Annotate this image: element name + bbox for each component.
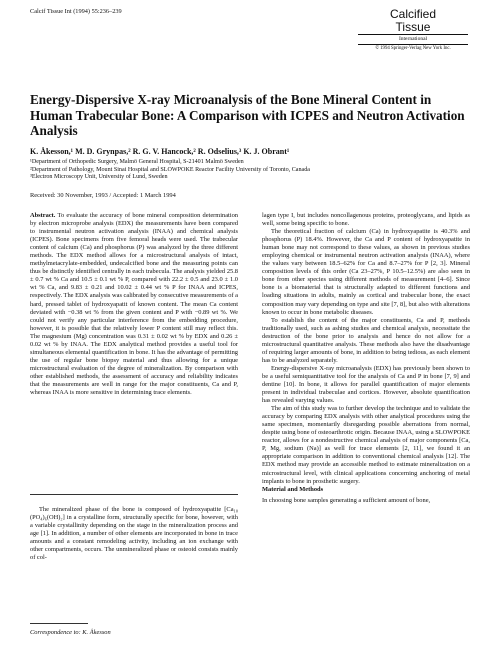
body-paragraph: Energy-dispersive X-ray microanalysis (EDX) has previously been shown to be a useful semiquantitative tool for the analysis of Ca and P in bone [7, 9] and dentine [10]. In bone, it allows for parallel quantification of major elements present in individual trabeculae and cortices. However, absolute quantification has revealed varying values. — [262, 364, 470, 405]
masthead-rule — [358, 44, 468, 45]
journal-citation: Calcif Tissue Int (1994) 55:236–239 — [30, 8, 122, 15]
affiliations — [30, 159, 470, 182]
journal-name-line2: Tissue — [395, 20, 431, 34]
body-paragraph: To establish the content of the major constituents, Ca and P, methods traditionally used, such as ashing studies and chemical analysis, necessitate the destruction of the bone prior to analysis and hence do not allow for a microstructural quantitative analysis. These methods also have the disadvantage of requiring larger amounts of bone, in addition to being tedious, as each element has to be analyzed separately. — [262, 316, 470, 364]
footnote-rule — [30, 623, 88, 624]
journal-name-line1: Calcified — [389, 7, 437, 21]
body-paragraph: The aim of this study was to further develop the technique and to validate the accuracy by comparing EDX analysis with other analytical procedures using the same specimen, momentarily disregarding possible aberrations from normal, despite using bone of osteoarthrotic origin. Because INAA, using a SLOWPOKE reactor, allows for a nondestructive chemical analysis of major components [Ca, P, Mg, sodium (Na)] as well for trace elements [2, 11], we found it an appropriate comparison in addition to conventional chemical analysis [12]. The EDX method may provide an accessible method to estimate mineralization on a microstructural level, with clinical applications concerning anchoring of metal implants to bone in prosthetic surgery. — [262, 405, 471, 485]
intro-block — [30, 506, 238, 562]
abstract-divider — [30, 494, 238, 495]
body-paragraph: lagen type I, but includes noncollagenous proteins, proteoglycans, and lipids as well, some being specific to bone. — [262, 212, 470, 228]
article-title: Energy-Dispersive X-ray Microanalysis of the Bone Mineral Content in Human Trabecular Bone: A Comparison with ICPES and Neutron Activation Analysis — [30, 92, 465, 138]
abstract-label: Abstract. — [30, 212, 56, 219]
author-list: K. Åkesson,¹ M. D. Grynpas,² R. G. V. Hancock,² R. Odselius,³ K. J. Obrant¹ — [30, 147, 290, 156]
masthead-rule — [358, 34, 468, 35]
affiliation-line: ³Electron Microscopy Unit, University of Lund, Sweden — [30, 174, 168, 181]
intro-paragraph: The mineralized phase of the bone is composed of hydroxyapatite [Ca₁₀ (PO₄)₆(OH)₂] in a crystalline form, structurally specific for bone, however, with a variable crystallinity depending on the stage in the mineralization process and age [1]. In addition, a number of other elements are incorporated in bone in trace amounts and a constant remodeling activity, including an ion exchange with other compartments, occurs. The unmineralized phase or osteoid consists mainly of col- — [30, 506, 238, 562]
section-heading: Material and Methods — [262, 485, 324, 493]
abstract-text: To evaluate the accuracy of bone mineral composition determination by electron microprobe analysis (EDX) the measurements have been compared to instrumental neutron activation analysis (INAA) and chemical analysis (ICPES). Bone specimens from five femoral heads were used. The trabecular content of calcium (Ca) and phosphorus (P) was analyzed by the three different methods. The EDX method allows for a microstructural analysis of intact, methylmetacrylate-embedded, undecalcified bone and the measuring points can thus be distinctly identified centrally in each trabecula. The analysis yielded 25.8 ± 0.7 wt % Ca and 10.5 ± 0.1 wt % P, compared with 22.2 ± 0.5 and 23.0 ± 1.0 wt % Ca, and 9.83 ± 0.21 and 10.02 ± 0.44 wt % P for INAA and ICPES, respectively. The EDX analysis was calibrated by consecutive measurements of a hard, pressed tablet of hydroxyapatit of known content. The mean Ca content deviated with −0.38 wt % from the given content and P with −0.89 wt %. We could not verify any particular interference from the embedding procedure, however, it is possible that the relatively lower P content still may reflect this. The magnesium (Mg) concentration was 0.31 ± 0.02 wt % by EDX and 0.26 ± 0.02 wt % by INAA. The EDX analytical method provides a useful tool for simultaneous elemental quantification in bone. It has the advantage of permitting the use of regular bone biopsy material and thus allowing for a unique microstructural evaluation of the degree of mineralization. By comparison with other established methods, the assessment of accuracy and reliability indicates that the measurements are well in range for the major constituents, Ca and P, whereas INAA is more sensitive in determining trace elements. — [30, 212, 238, 397]
journal-masthead — [352, 8, 474, 52]
received-dates: Received: 30 November, 1993 / Accepted: 1 March 1994 — [30, 192, 176, 199]
left-column — [30, 212, 238, 397]
body-paragraph: In choosing bone samples generating a sufficient amount of bone, — [262, 496, 431, 504]
affiliation-line: ²Department of Pathology, Mount Sinai Hospital and SLOWPOKE Reactor Facility University of Toronto, Canada — [30, 166, 310, 173]
correspondence-text: Correspondence to: K. Åkesson — [30, 629, 111, 636]
journal-name-line3: International — [398, 36, 428, 42]
journal-copyright: © 1994 Springer-Verlag New York Inc. — [375, 46, 451, 51]
body-paragraph: The theoretical fraction of calcium (Ca) in hydroxyapatite is 40.3% and phosphorus (P) 18.4%. However, the Ca and P content of hydroxyapatite in human bone may not correspond to these values, as shown in previous studies employing chemical or instrumental neutron activation analysis (INAA), where the values vary between 18.5–62% for Ca and 8.7–27% for P [2, 3]. Mineral composition levels of this order (Ca 23–27%, P 10.5–12.5%) are also seen in bone from other species using different methods of measurement [4–6]. Since bone is a biomaterial that is structurally adapted to different functions and loading situations in adults, mainly as cortical and trabecular bone, the exact composition may vary depending on type and site [7, 8], but also with alterations known to occur in bone metabolic diseases. — [262, 228, 470, 316]
right-column — [262, 212, 470, 505]
correspondence-note — [30, 629, 111, 636]
abstract-paragraph — [30, 212, 238, 397]
affiliation-line: ¹Department of Orthopedic Surgery, Malmö General Hospital, S-21401 Malmö Sweden — [30, 159, 244, 165]
